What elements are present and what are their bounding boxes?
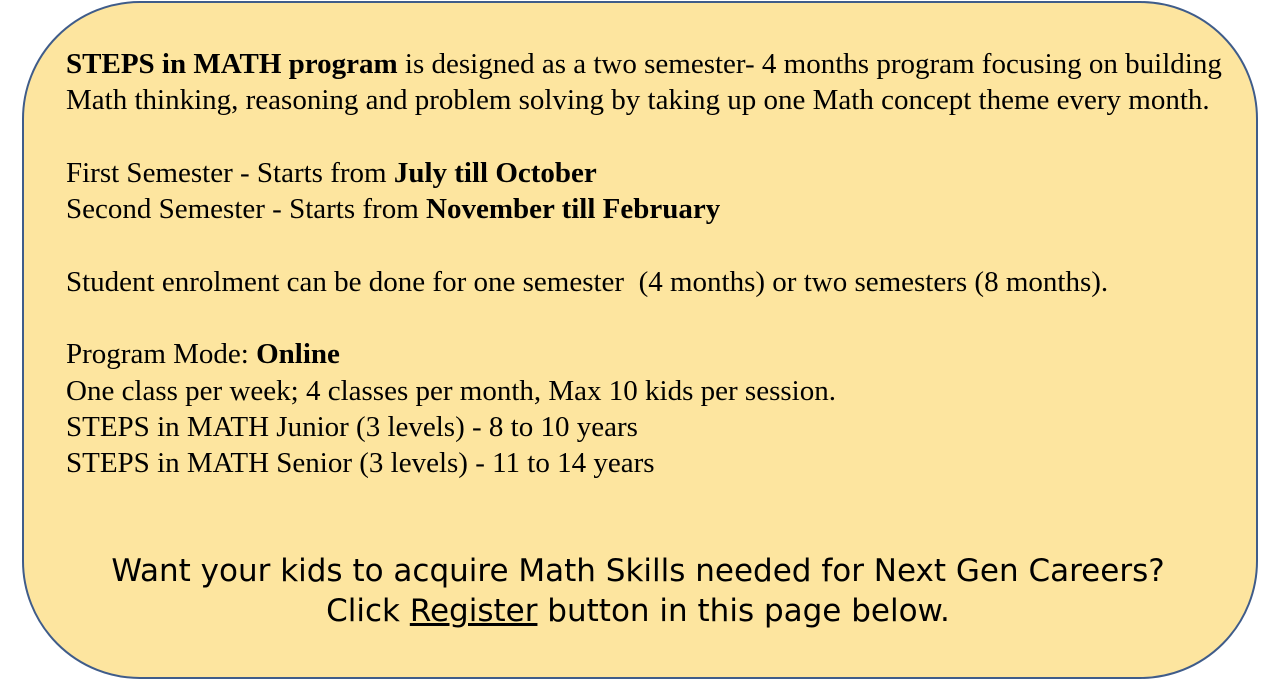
program-name: STEPS in MATH program xyxy=(66,48,398,80)
program-mode-line xyxy=(66,336,1226,372)
spacer xyxy=(66,227,1226,263)
enrolment-line: Student enrolment can be done for one semester (4 months) or two semesters (8 months). xyxy=(66,265,1109,298)
cta-suffix-text: button in this page below. xyxy=(537,593,950,629)
register-link[interactable]: Register xyxy=(409,593,538,629)
cta-question: Want your kids to acquire Math Skills needed for Next Gen Careers? xyxy=(111,553,1165,589)
program-description-text: is designed as a two semester- 4 months program focusing on building Math thinking, reasoning and problem solving by taking up one Math concept theme every month. xyxy=(66,48,1222,117)
cta-click-text: Click xyxy=(326,593,410,629)
cta-instruction xyxy=(40,593,1236,629)
intro-paragraph xyxy=(66,46,1226,119)
first-semester-label: First Semester - Starts from xyxy=(66,156,394,189)
second-semester-period: November till February xyxy=(426,193,721,226)
program-mode-label: Program Mode: xyxy=(66,338,257,371)
senior-level-line: STEPS in MATH Senior (3 levels) - 11 to 14 years xyxy=(66,447,655,480)
second-semester-label: Second Semester - Starts from xyxy=(66,193,427,226)
first-semester-line xyxy=(66,155,1226,191)
program-mode-value: Online xyxy=(256,338,340,371)
first-semester-period: July till October xyxy=(393,156,597,189)
spacer xyxy=(66,119,1226,155)
second-semester-line xyxy=(66,191,1226,227)
junior-level-line: STEPS in MATH Junior (3 levels) - 8 to 10 years xyxy=(66,410,638,443)
class-frequency-line: One class per week; 4 classes per month, Max 10 kids per session. xyxy=(66,374,836,407)
spacer xyxy=(66,300,1226,336)
program-description xyxy=(66,46,1226,482)
